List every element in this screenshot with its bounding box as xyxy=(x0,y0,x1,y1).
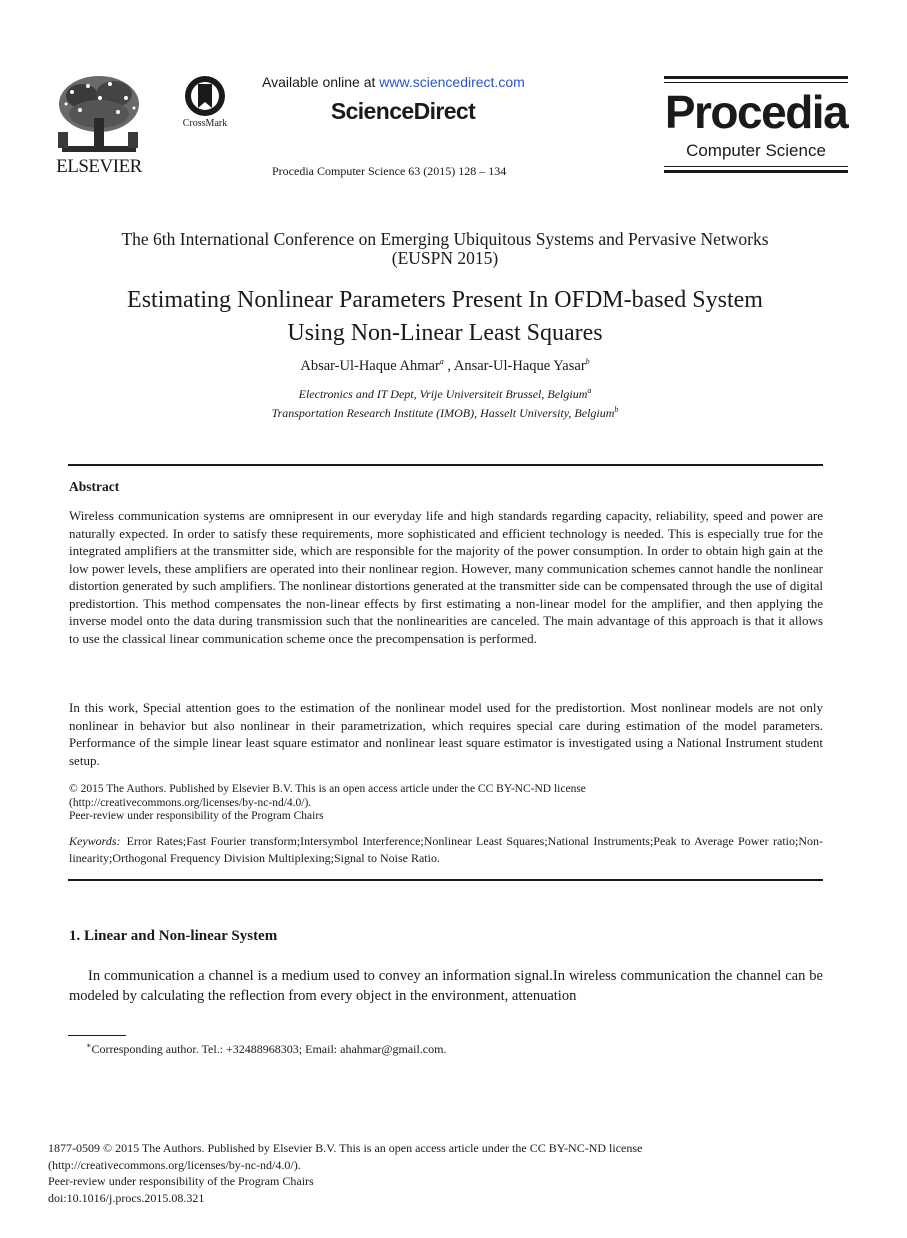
author-2: Ansar-Ul-Haque Yasar xyxy=(453,357,586,374)
abstract-heading: Abstract xyxy=(69,479,120,494)
keywords xyxy=(69,833,823,866)
affiliation-2-text: Transportation Research Institute (IMOB), Hasselt University, Belgium xyxy=(271,406,615,420)
available-prefix: Available online at xyxy=(262,74,380,90)
abstract-top-rule xyxy=(68,464,823,466)
sciencedirect-link[interactable]: www.sciencedirect.com xyxy=(379,74,525,90)
procedia-top-rule xyxy=(664,76,848,79)
abstract-paragraph-1: Wireless communication systems are omnipresent in our everyday life and high standards regarding capacity, reliability, speed and power are naturally expected. In order to satisfy these requirements, more sophisticated and efficient technology is needed. This is especially true for the integrated amplifiers at the transmitter side, which are responsible for the majority of the power consumption. In order to obtain high gain at the low power levels, these amplifiers are operated into their nonlinear region. However, many communication schemes cannot handle the nonlinear distortion generated by such amplifiers. The nonlinear distortions generated at the transmitter side can be compensated through the use of digital predistortion. This method compensates the non-linear effects by first estimating a non-linear model for the amplifier, and then applying the inverse model onto the data during transmission such that the nonlinearities are canceled. The main advantage of this approach is that it allows to use the classical linear communication scheme once the precompensation is performed. xyxy=(69,508,823,646)
abstract-bottom-rule xyxy=(68,879,823,881)
affiliation-1-mark: a xyxy=(587,386,592,395)
footnote-mark: ∗ xyxy=(86,1041,92,1050)
issn-license-line: 1877-0509 © 2015 The Authors. Published by Elsevier B.V. This is an open access article under the CC BY-NC-ND license xyxy=(48,1141,643,1155)
available-online-line xyxy=(262,74,525,90)
crossmark-label: CrossMark xyxy=(182,118,228,129)
footnote xyxy=(86,1041,446,1057)
section-1-body: In communication a channel is a medium used to convey an information signal.In wireless communication the channel can be modeled by calculating the reflection from every object in the environment, attenuation xyxy=(69,968,823,1004)
bottom-license-block xyxy=(48,1140,828,1206)
affiliation-2 xyxy=(60,405,830,421)
license-notice xyxy=(69,783,823,824)
author-list xyxy=(60,357,830,375)
procedia-title: Procedia xyxy=(664,86,848,138)
keywords-label: Keywords: xyxy=(69,834,121,848)
procedia-bottom-thin-rule xyxy=(664,166,848,167)
keywords-text: Error Rates;Fast Fourier transform;Intersymbol Interference;Nonlinear Least Squares;National Instruments;Peak to Average Power ratio;Non-linearity;Orthogonal Frequency Division Multiplexing;Signal to Noise Ratio. xyxy=(69,834,823,865)
author-separator: , xyxy=(443,357,454,374)
abstract-paragraph-2: In this work, Special attention goes to the estimation of the nonlinear model used for the predistortion. Most nonlinear models are not only nonlinear in behavior but also nonlinear in their parametrization, which requires special care during estimation of the model parameters. Performance of the simple linear least square estimator and nonlinear least square estimator is investigated using a National Instrument student setup. xyxy=(69,700,823,768)
author-2-mark: b xyxy=(585,357,590,366)
affiliation-1-text: Electronics and IT Dept, Vrije Universiteit Brussel, Belgium xyxy=(298,387,588,401)
footnote-text: Corresponding author. Tel.: +32488968303; Email: ahahmar@gmail.com. xyxy=(91,1042,447,1056)
journal-reference: Procedia Computer Science 63 (2015) 128 – 134 xyxy=(272,164,507,178)
doi[interactable]: doi:10.1016/j.procs.2015.08.321 xyxy=(48,1190,205,1205)
author-1-mark: a xyxy=(439,357,444,366)
footnote-rule xyxy=(68,1035,126,1036)
author-1: Absar-Ul-Haque Ahmar xyxy=(300,357,440,374)
affiliation-1 xyxy=(60,386,830,402)
elsevier-wordmark: ELSEVIER xyxy=(56,156,142,177)
bottom-peer-review: Peer-review under responsibility of the Program Chairs xyxy=(48,1174,314,1188)
sciencedirect-brand: ScienceDirect xyxy=(330,98,476,124)
section-1-heading: 1. Linear and Non-linear System xyxy=(69,928,278,944)
license-line-3: Peer-review under responsibility of the Program Chairs xyxy=(69,810,324,822)
paper-title-line-2: Using Non-Linear Least Squares xyxy=(287,320,603,346)
license-link[interactable]: (http://creativecommons.org/licenses/by-nc-nd/4.0/). xyxy=(69,796,312,809)
bottom-license-link[interactable]: (http://creativecommons.org/licenses/by-nc-nd/4.0/). xyxy=(48,1157,301,1172)
license-line-1: © 2015 The Authors. Published by Elsevier B.V. This is an open access article under the CC BY-NC-ND license xyxy=(69,783,586,795)
procedia-bottom-rule xyxy=(664,170,848,173)
procedia-top-thin-rule xyxy=(664,82,848,83)
procedia-subtitle: Computer Science xyxy=(686,141,826,160)
paper-title xyxy=(60,284,830,350)
conference-name: The 6th International Conference on Emerging Ubiquitous Systems and Pervasive Networks (EUSPN 2015) xyxy=(121,229,769,268)
affiliation-2-mark: b xyxy=(614,405,619,414)
paper-title-line-1: Estimating Nonlinear Parameters Present In OFDM-based System xyxy=(127,287,763,313)
